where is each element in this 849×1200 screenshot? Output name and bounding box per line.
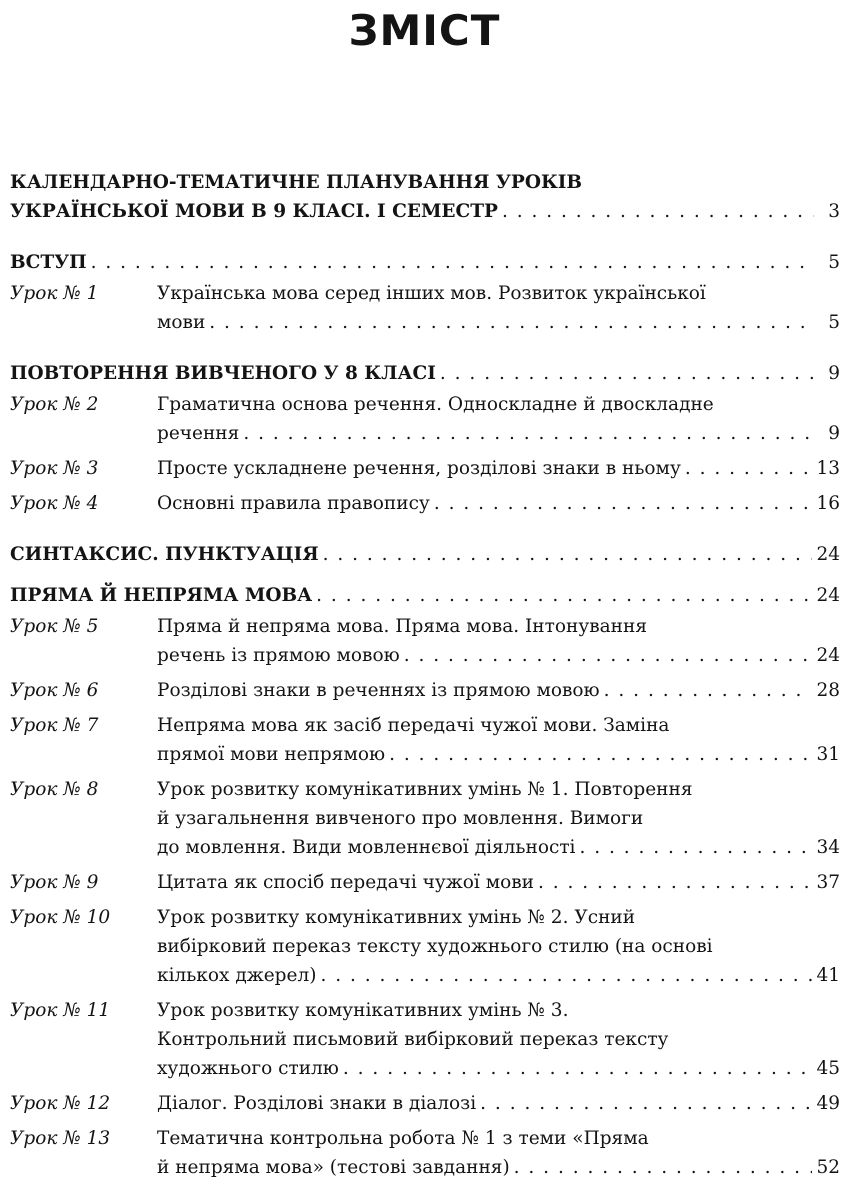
entry-body <box>157 676 840 705</box>
entry-title: речень із прямою мовою <box>157 645 400 666</box>
entry-body <box>157 454 840 483</box>
dot-leader <box>323 540 813 569</box>
entry-body <box>10 359 840 388</box>
entry-title: ПОВТОРЕННЯ ВИВЧЕНОГО У 8 КЛАСІ <box>10 363 436 384</box>
toc-lesson <box>10 868 840 897</box>
entry-title: Українська мова серед інших мов. Розвиток української <box>157 283 706 304</box>
dot-leader <box>209 308 814 337</box>
page-number: 16 <box>816 493 840 514</box>
dot-leader <box>316 581 812 610</box>
entry-title: Урок розвитку комунікативних умінь № 1. Повторення <box>157 779 693 800</box>
entry-title: й узагальнення вивченого про мовлення. Вимоги <box>157 808 644 829</box>
entry-title: КАЛЕНДАРНО-ТЕМАТИЧНЕ ПЛАНУВАННЯ УРОКІВ <box>10 172 583 193</box>
entry-body <box>157 390 840 448</box>
dot-leader <box>91 248 814 277</box>
toc-lesson <box>10 454 840 483</box>
toc-section <box>10 248 840 277</box>
entry-body <box>10 540 840 569</box>
dot-leader <box>320 961 812 990</box>
lesson-label: Урок № 13 <box>10 1128 111 1149</box>
entry-title: вибірковий переказ тексту художнього стилю (на основі <box>157 936 713 957</box>
lesson-label: Урок № 4 <box>10 493 99 514</box>
entry-title: ПРЯМА Й НЕПРЯМА МОВА <box>10 585 313 606</box>
entry-title: Граматична основа речення. Односкладне й двоскладне <box>157 394 714 415</box>
page-number: 24 <box>816 544 840 565</box>
lesson-label: Урок № 8 <box>10 779 99 800</box>
entry-title: Основні правила правопису <box>157 493 430 514</box>
entry-title: Урок розвитку комунікативних умінь № 3. <box>157 1000 569 1021</box>
entry-title: ВСТУП <box>10 252 87 273</box>
entry-line <box>157 711 840 740</box>
page-number: 49 <box>816 1093 840 1114</box>
dot-leader <box>604 676 813 705</box>
entry-title: художнього стилю <box>157 1058 339 1079</box>
entry-line <box>157 961 840 990</box>
toc-lesson <box>10 1089 840 1118</box>
page-number: 41 <box>816 965 840 986</box>
page-number: 52 <box>816 1157 840 1178</box>
page-number: 13 <box>816 458 840 479</box>
entry-body <box>157 903 840 990</box>
page-number: 5 <box>828 252 840 273</box>
entry-line <box>157 489 840 518</box>
dot-leader <box>434 489 813 518</box>
dot-leader <box>514 1153 813 1182</box>
entry-title: Непряма мова як засіб передачі чужої мови. Заміна <box>157 715 670 736</box>
page-number: 5 <box>828 312 840 333</box>
dot-leader <box>404 641 813 670</box>
entry-line <box>157 804 840 833</box>
dot-leader <box>538 868 812 897</box>
entry-line <box>157 868 840 897</box>
entry-body <box>10 248 840 277</box>
entry-title: мови <box>157 312 206 333</box>
entry-body <box>157 489 840 518</box>
entry-body <box>157 775 840 862</box>
page-number: 24 <box>816 645 840 666</box>
entry-title: Тематична контрольна робота № 1 з теми «Пряма <box>157 1128 649 1149</box>
entry-body <box>10 168 840 226</box>
entry-body <box>157 1089 840 1118</box>
entry-line <box>10 197 840 226</box>
entry-title: Урок розвитку комунікативних умінь № 2. Усний <box>157 907 636 928</box>
page-number: 34 <box>816 837 840 858</box>
entry-line <box>157 1025 840 1054</box>
lesson-label: Урок № 7 <box>10 715 99 736</box>
entry-line <box>157 612 840 641</box>
entry-line <box>157 454 840 483</box>
entry-title: Розділові знаки в реченнях із прямою мовою <box>157 680 600 701</box>
page-number: 28 <box>816 680 840 701</box>
toc-lesson <box>10 775 840 862</box>
toc-section <box>10 168 840 226</box>
lesson-label: Урок № 11 <box>10 1000 111 1021</box>
toc-section <box>10 359 840 388</box>
entry-body <box>10 581 840 610</box>
entry-line <box>157 641 840 670</box>
page-number: 9 <box>828 363 840 384</box>
page-number: 37 <box>816 872 840 893</box>
entry-title: кількох джерел) <box>157 965 317 986</box>
entry-body <box>157 279 840 337</box>
toc-section <box>10 540 840 569</box>
dot-leader <box>502 197 814 226</box>
toc-lesson <box>10 1124 840 1182</box>
page-number: 31 <box>816 744 840 765</box>
entry-line <box>157 903 840 932</box>
entry-body <box>157 1124 840 1182</box>
dot-leader <box>480 1089 812 1118</box>
entry-body <box>157 868 840 897</box>
lesson-label: Урок № 1 <box>10 283 99 304</box>
entry-title: Пряма й непряма мова. Пряма мова. Інтонування <box>157 616 647 637</box>
entry-line <box>10 581 840 610</box>
dot-leader <box>243 419 814 448</box>
dot-leader <box>440 359 814 388</box>
entry-title: СИНТАКСИС. ПУНКТУАЦІЯ <box>10 544 319 565</box>
entry-title: Просте ускладнене речення, розділові знаки в ньому <box>157 458 681 479</box>
toc-lesson <box>10 903 840 990</box>
entry-line <box>157 932 840 961</box>
entry-line <box>157 996 840 1025</box>
entry-line <box>157 419 840 448</box>
entry-body <box>157 711 840 769</box>
entry-title: Діалог. Розділові знаки в діалозі <box>157 1093 477 1114</box>
toc-lesson <box>10 390 840 448</box>
entry-body <box>157 996 840 1083</box>
lesson-label: Урок № 6 <box>10 680 99 701</box>
entry-line <box>10 248 840 277</box>
dot-leader <box>389 740 812 769</box>
entry-title: й непряма мова» (тестові завдання) <box>157 1157 510 1178</box>
toc-lesson <box>10 612 840 670</box>
dot-leader <box>685 454 813 483</box>
entry-line <box>157 740 840 769</box>
entry-line <box>157 1089 840 1118</box>
toc-lesson <box>10 489 840 518</box>
toc-section <box>10 581 840 610</box>
lesson-label: Урок № 9 <box>10 872 99 893</box>
entry-line <box>157 1124 840 1153</box>
table-of-contents <box>10 168 840 1182</box>
entry-line <box>157 1054 840 1083</box>
entry-line <box>157 775 840 804</box>
page-number: 45 <box>816 1058 840 1079</box>
lesson-label: Урок № 2 <box>10 394 99 415</box>
dot-leader <box>579 833 812 862</box>
entry-line <box>157 676 840 705</box>
lesson-label: Урок № 3 <box>10 458 99 479</box>
dot-leader <box>343 1054 813 1083</box>
lesson-label: Урок № 10 <box>10 907 111 928</box>
toc-lesson <box>10 711 840 769</box>
toc-lesson <box>10 996 840 1083</box>
entry-line <box>157 1153 840 1182</box>
page-title: ЗМІСТ <box>348 6 501 55</box>
entry-line <box>10 168 840 197</box>
entry-line <box>10 540 840 569</box>
entry-body <box>157 612 840 670</box>
entry-line <box>157 390 840 419</box>
entry-line <box>157 833 840 862</box>
entry-title: Цитата як спосіб передачі чужої мови <box>157 872 534 893</box>
entry-title: прямої мови непрямою <box>157 744 386 765</box>
entry-title: УКРАЇНСЬКОЇ МОВИ В 9 КЛАСІ. І СЕМЕСТР <box>10 201 498 222</box>
toc-lesson <box>10 676 840 705</box>
entry-title: до мовлення. Види мовленнєвої діяльності <box>157 837 576 858</box>
lesson-label: Урок № 12 <box>10 1093 111 1114</box>
entry-title: речення <box>157 423 240 444</box>
page-number: 24 <box>816 585 840 606</box>
entry-line <box>10 359 840 388</box>
page-number: 3 <box>828 201 840 222</box>
toc-lesson <box>10 279 840 337</box>
page-number: 9 <box>828 423 840 444</box>
entry-line <box>157 308 840 337</box>
entry-line <box>157 279 840 308</box>
entry-title: Контрольний письмовий вибірковий переказ тексту <box>157 1029 669 1050</box>
lesson-label: Урок № 5 <box>10 616 99 637</box>
